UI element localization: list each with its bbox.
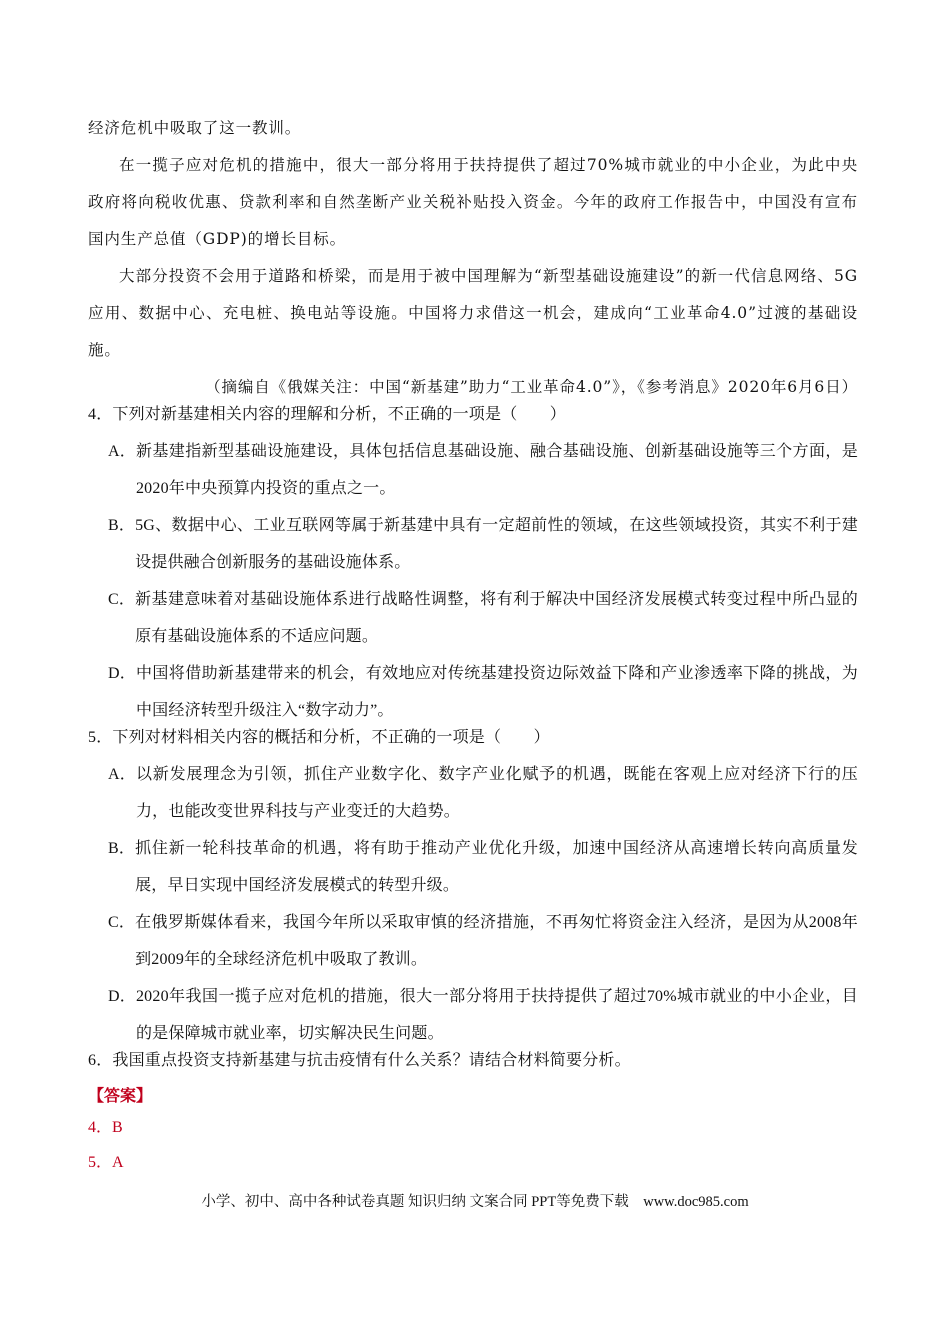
reading-material [88, 110, 858, 406]
option-letter: B． [108, 840, 136, 857]
option-text: 5G、数据中心、工业互联网等属于新基建中具有一定超前性的领域，在这些领域投资，其实不利于建设提供融合创新服务的基础设施体系。 [135, 517, 858, 571]
option-b [108, 830, 858, 904]
question-stem: 4．下列对新基建相关内容的理解和分析，不正确的一项是（ ） [88, 406, 567, 423]
page-footer: 小学、初中、高中各种试卷真题 知识归纳 文案合同 PPT等免费下载 www.doc985.com [201, 1194, 749, 1210]
option-letter: A． [108, 766, 136, 783]
option-text: 新基建意味着对基础设施体系进行战略性调整，将有利于解决中国经济发展模式转变过程中所凸显的原有基础设施体系的不适应问题。 [135, 591, 858, 645]
question-4 [88, 397, 858, 729]
answer-item-5: 5．A [88, 1154, 124, 1171]
question-stem: 5．下列对材料相关内容的概括和分析，不正确的一项是（ ） [88, 729, 550, 746]
option-c [108, 904, 858, 978]
question-stem: 6．我国重点投资支持新基建与抗击疫情有什么关系？请结合材料简要分析。 [88, 1052, 631, 1069]
option-d [108, 978, 858, 1052]
option-letter: C． [108, 591, 136, 608]
option-text: 新基建指新型基础设施建设，具体包括信息基础设施、融合基础设施、创新基础设施等三个方面，是2020年中央预算内投资的重点之一。 [135, 443, 858, 497]
option-letter: D． [108, 665, 136, 682]
option-text: 抓住新一轮科技革命的机遇，将有助于推动产业优化升级，加速中国经济从高速增长转向高质量发展，早日实现中国经济发展模式的转型升级。 [135, 840, 858, 894]
option-text: 在俄罗斯媒体看来，我国今年所以采取审慎的经济措施，不再匆忙将资金注入经济，是因为从2008年到2009年的全球经济危机中吸取了教训。 [135, 914, 858, 968]
option-d [108, 655, 858, 729]
option-text: 以新发展理念为引领，抓住产业数字化、数字产业化赋予的机遇，既能在客观上应对经济下行的压力，也能改变世界科技与产业变迁的大趋势。 [135, 766, 858, 820]
answer-item-4: 4．B [88, 1119, 123, 1136]
option-letter: C． [108, 914, 136, 931]
option-b [108, 507, 858, 581]
material-paragraph-2: 大部分投资不会用于道路和桥梁，而是用于被中国理解为“新型基础设施建设”的新一代信息网络、5G应用、数据中心、充电桩、换电站等设施。中国将力求借这一机会，建成向“工业革命4.0”过渡的基础设施。 [88, 267, 858, 359]
option-text: 2020年我国一揽子应对危机的措施，很大一部分将用于扶持提供了超过70%城市就业的中小企业，目的是保障城市就业率，切实解决民生问题。 [135, 988, 858, 1042]
answer-heading: 【答案】 [88, 1088, 153, 1105]
material-line-top: 经济危机中吸取了这一教训。 [88, 119, 302, 137]
option-letter: A． [108, 443, 136, 460]
option-text: 中国将借助新基建带来的机会，有效地应对传统基建投资边际效益下降和产业渗透率下降的挑战，为中国经济转型升级注入“数字动力”。 [135, 665, 858, 719]
option-a [108, 433, 858, 507]
material-paragraph-1: 在一揽子应对危机的措施中，很大一部分将用于扶持提供了超过70%城市就业的中小企业，为此中央政府将向税收优惠、贷款利率和自然垄断产业关税补贴投入资金。今年的政府工作报告中，中国没有宣布国内生产总值（GDP)的增长目标。 [88, 156, 858, 248]
option-a [108, 756, 858, 830]
question-6 [88, 1043, 858, 1079]
option-letter: B． [108, 517, 136, 534]
option-c [108, 581, 858, 655]
option-letter: D． [108, 988, 136, 1005]
question-5 [88, 720, 858, 1052]
material-source-citation: （摘编自《俄媒关注：中国“新基建”助力“工业革命4.0”》，《参考消息》2020年6月6日） [205, 378, 858, 396]
